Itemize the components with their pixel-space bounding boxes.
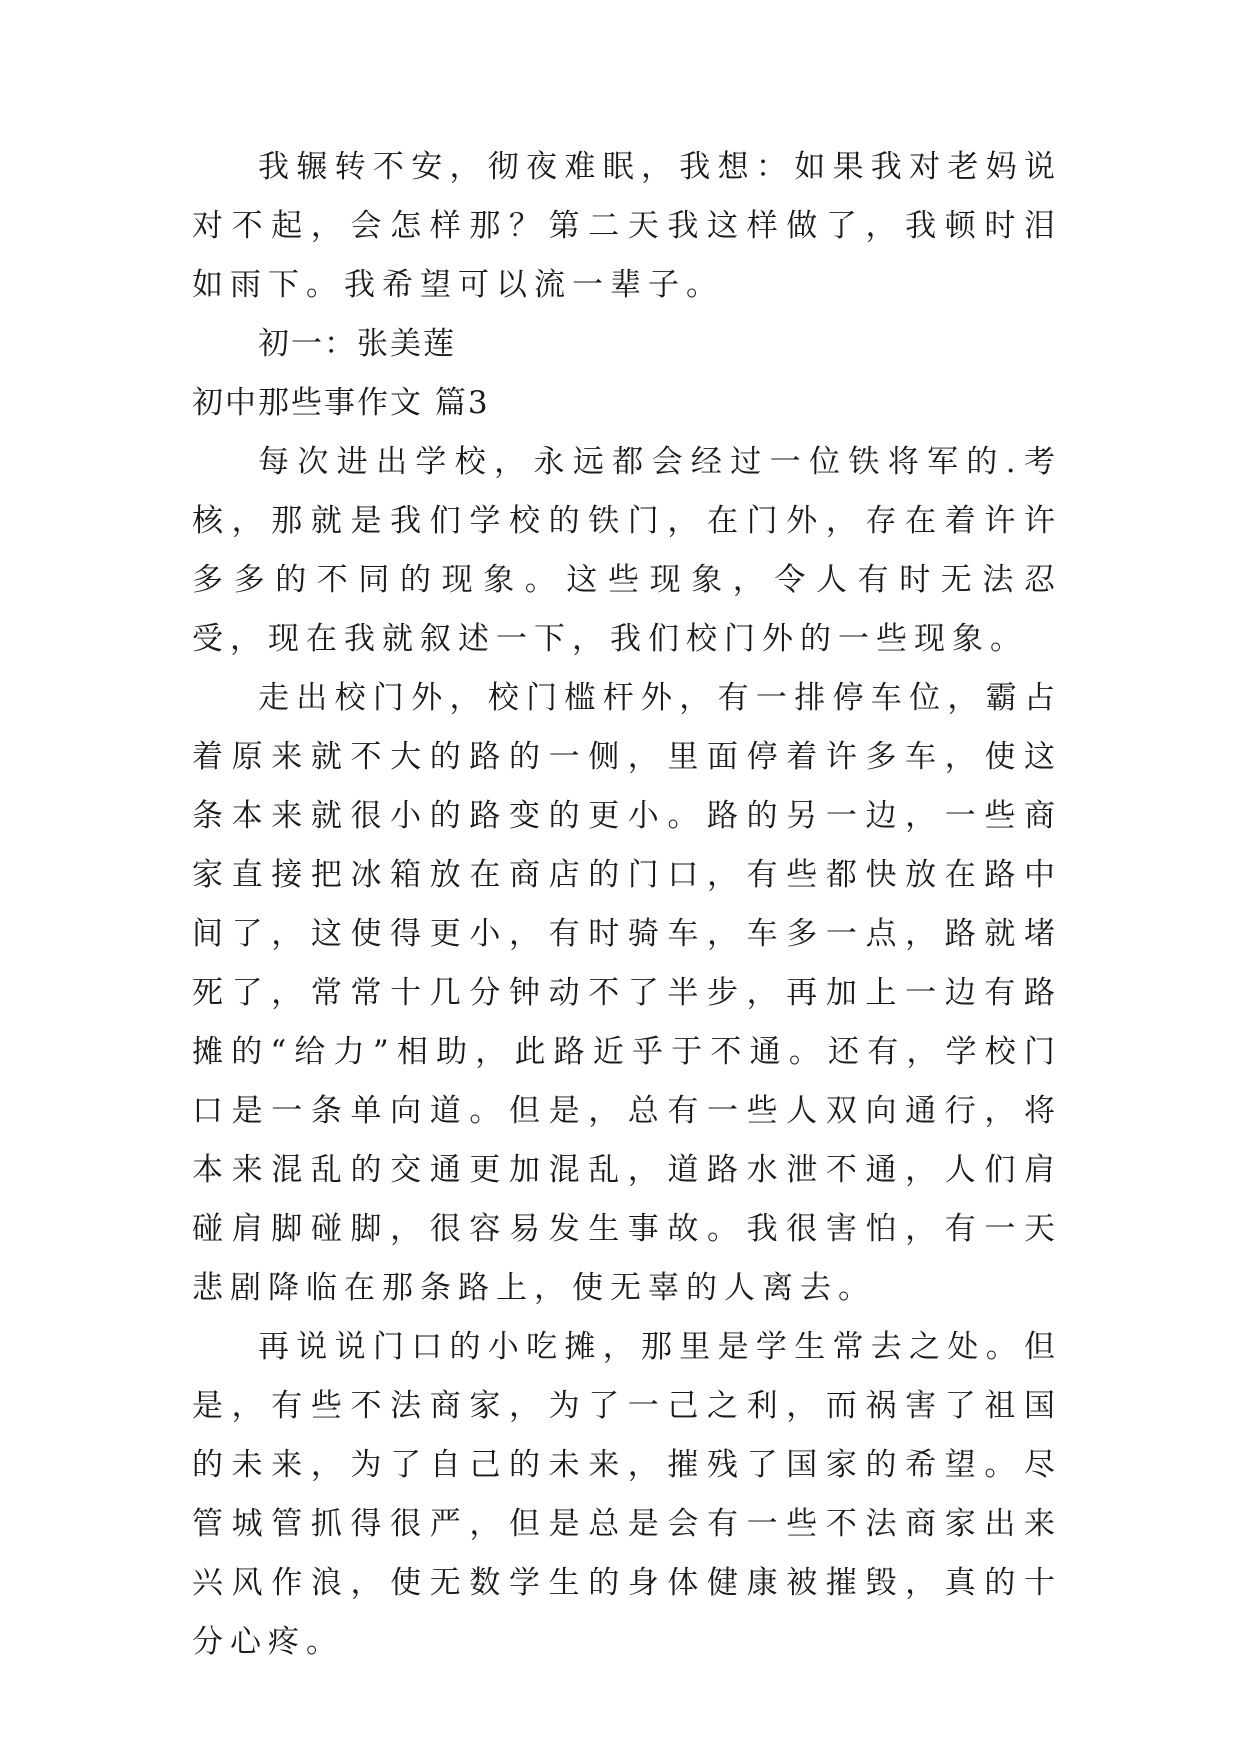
paragraph: 再说说门口的小吃摊，那里是学生常去之处。但是，有些不法商家，为了一己之利，而祸害了祖国的未来，为了自己的未来，摧残了国家的希望。尽管城管抓得很严，但是总是会有一些不法商家出来兴风作浪，使无数学生的身体健康被摧毁，真的十分心疼。: [192, 1329, 1062, 1660]
paragraph-top: 我辗转不安，彻夜难眠，我想：如果我对老妈说对不起，会怎样那？第二天我这样做了，我顿时泪如雨下。我希望可以流一辈子。: [192, 149, 1062, 303]
paragraph: 走出校门外，校门槛杆外，有一排停车位，霸占着原来就不大的路的一侧，里面停着许多车，使这条本来就很小的路变的更小。路的另一边，一些商家直接把冰箱放在商店的门口，有些都快放在路中间了，这使得更小，有时骑车，车多一点，路就堵死了，常常十几分钟动不了半步，再加上一边有路摊的“给力”相助，此路近乎于不通。还有，学校门口是一条单向道。但是，总有一些人双向通行，将本来混乱的交通更加混乱，道路水泄不通，人们肩碰肩脚碰脚，很容易发生事故。我很害怕，有一天悲剧降临在那条路上，使无辜的人离去。: [192, 680, 1062, 1306]
signature-line: 初一：张美莲: [258, 326, 456, 362]
paragraph: 每次进出学校，永远都会经过一位铁将军的.考核，那就是我们学校的铁门，在门外，存在着许许多多的不同的现象。这些现象，令人有时无法忍受，现在我就叙述一下，我们校门外的一些现象。: [192, 444, 1062, 657]
section-title: 初中那些事作文 篇3: [192, 385, 490, 421]
document-body: [192, 138, 1062, 1672]
